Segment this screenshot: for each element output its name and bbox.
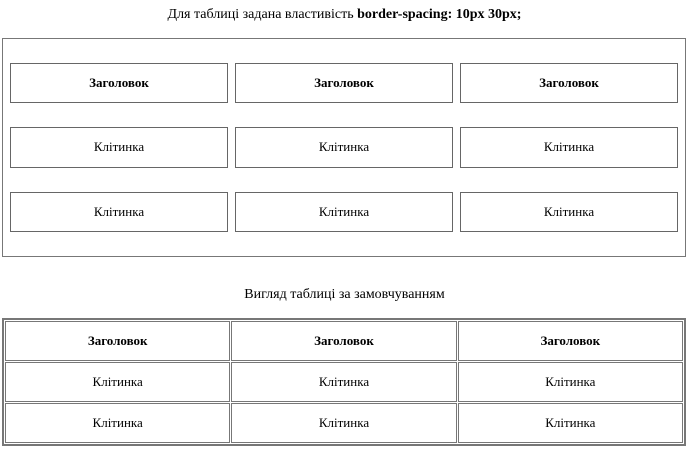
caption-default: Вигляд таблиці за замовчуванням	[244, 287, 445, 302]
table-row	[10, 127, 678, 167]
header-cell: Заголовок	[10, 63, 228, 103]
table-cell: Клітинка	[5, 403, 230, 443]
table-cell: Клітинка	[460, 192, 678, 232]
caption-code: border-spacing: 10px 30px;	[357, 7, 522, 22]
table-cell: Клітинка	[460, 127, 678, 167]
table-row	[10, 192, 678, 232]
table-cell: Клітинка	[10, 192, 228, 232]
header-cell: Заголовок	[235, 63, 453, 103]
header-cell: Заголовок	[231, 321, 456, 361]
spaced-table	[2, 38, 686, 257]
header-cell: Заголовок	[460, 63, 678, 103]
caption-spacing	[0, 7, 689, 23]
table-header-row	[10, 63, 678, 103]
table-cell: Клітинка	[458, 362, 683, 402]
table-row	[5, 403, 683, 443]
table-cell: Клітинка	[458, 403, 683, 443]
table-row	[5, 362, 683, 402]
caption-text: Для таблиці задана властивість	[167, 7, 358, 22]
header-cell: Заголовок	[458, 321, 683, 361]
table-cell: Клітинка	[231, 362, 456, 402]
header-cell: Заголовок	[5, 321, 230, 361]
table-cell: Клітинка	[5, 362, 230, 402]
table-cell: Клітинка	[235, 192, 453, 232]
table-cell: Клітинка	[231, 403, 456, 443]
table-header-row	[5, 321, 683, 361]
table-cell: Клітинка	[10, 127, 228, 167]
default-table	[2, 318, 686, 446]
table-cell: Клітинка	[235, 127, 453, 167]
